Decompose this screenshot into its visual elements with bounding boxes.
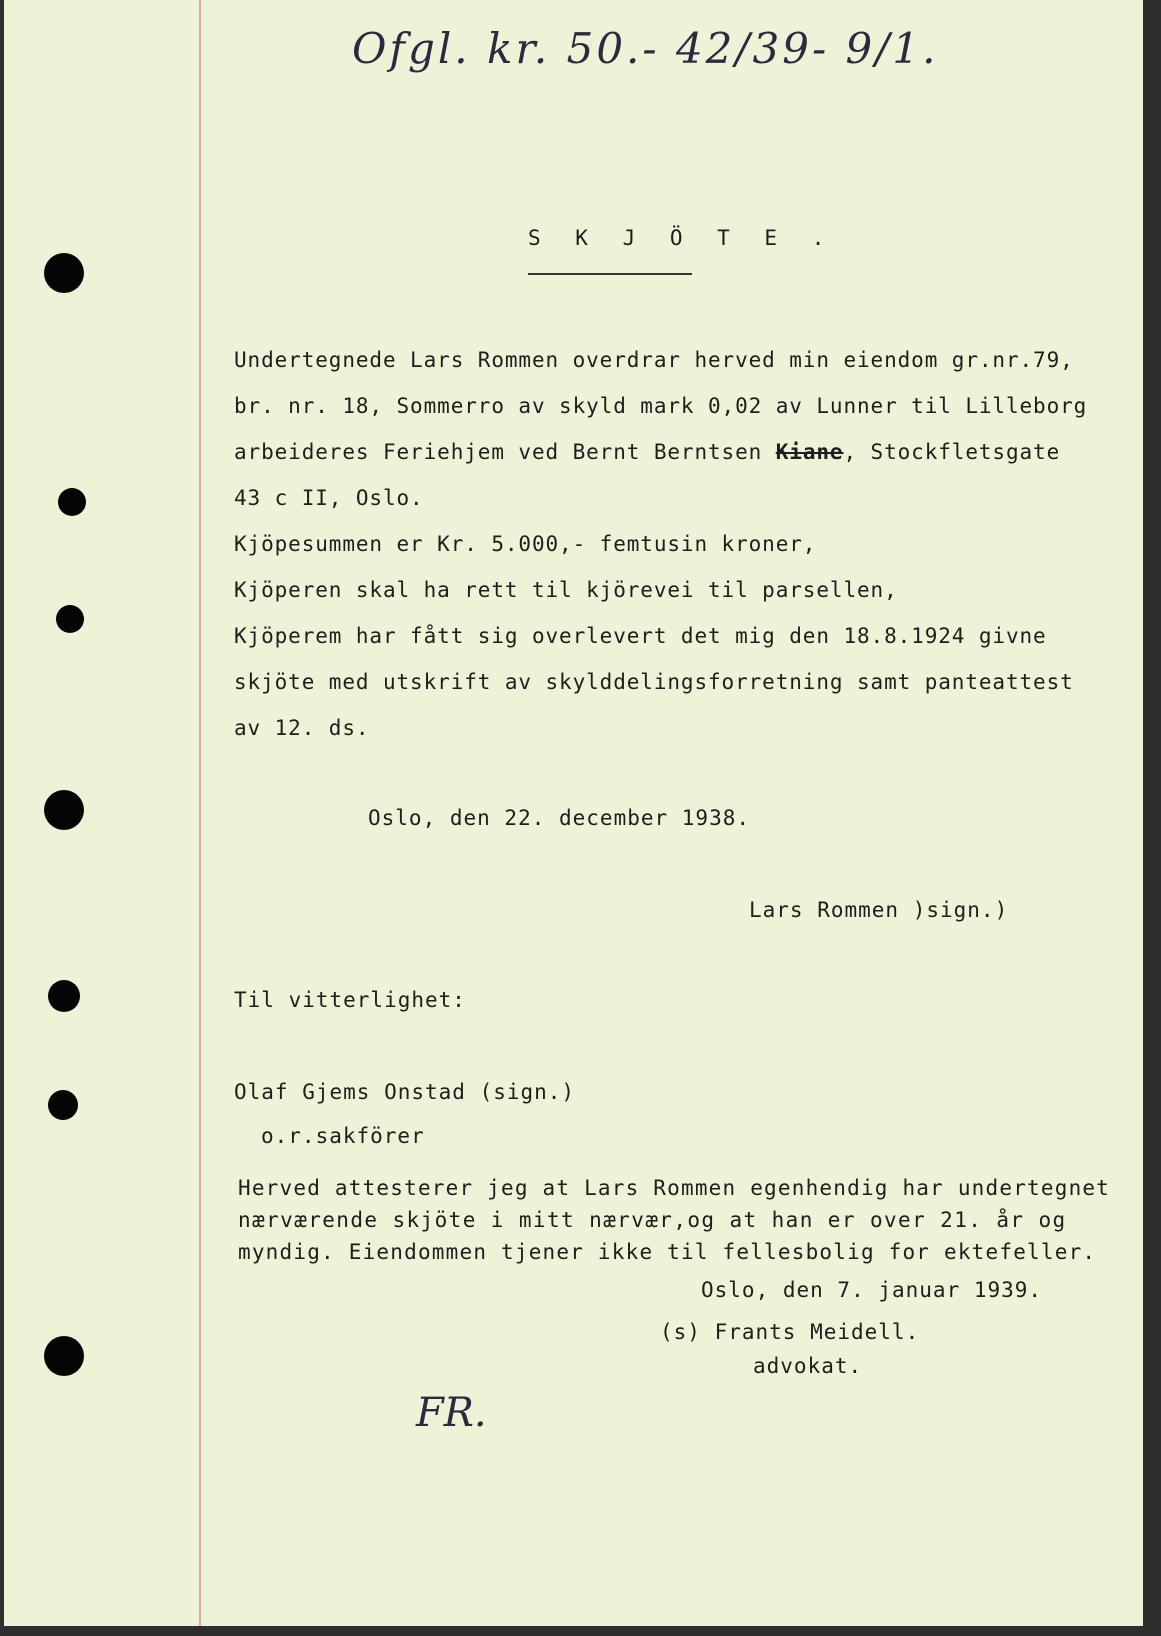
- punch-hole: [56, 605, 84, 633]
- attestation-signer: (s) Frants Meidell.: [660, 1320, 920, 1344]
- body-text: arbeideres Feriehjem ved Bernt Berntsen: [234, 440, 776, 464]
- scan-border-bottom: [0, 1626, 1161, 1636]
- punch-hole: [48, 980, 80, 1012]
- body-line: [234, 440, 1060, 464]
- punch-hole: [58, 488, 86, 516]
- punch-hole: [48, 1090, 78, 1120]
- body-line: Undertegnede Lars Rommen overdrar herved min eiendom gr.nr.79,: [234, 348, 1074, 372]
- body-text: , Stockfletsgate: [843, 440, 1061, 464]
- witness-title: o.r.sakförer: [261, 1124, 425, 1148]
- attestation-line: nærværende skjöte i mitt nærvær,og at han er over 21. år og: [238, 1208, 1067, 1232]
- body-line: skjöte med utskrift av skylddelingsforretning samt panteattest: [234, 670, 1074, 694]
- punch-hole: [44, 1336, 84, 1376]
- body-line: br. nr. 18, Sommerro av skyld mark 0,02 av Lunner til Lilleborg: [234, 394, 1088, 418]
- document-title: S K J Ö T E .: [528, 226, 836, 250]
- body-line: Kjöperen skal ha rett til kjörevei til parsellen,: [234, 578, 898, 602]
- witness-heading: Til vitterlighet:: [234, 988, 466, 1012]
- attestation-signer-title: advokat.: [753, 1354, 863, 1378]
- handwritten-annotation: Ofgl. kr. 50.- 42/39- 9/1.: [352, 24, 939, 73]
- handwritten-initials: FR.: [416, 1390, 487, 1436]
- attestation-date: Oslo, den 7. januar 1939.: [701, 1278, 1043, 1302]
- scan-border-right: [1143, 0, 1161, 1636]
- body-line: av 12. ds.: [234, 716, 370, 740]
- place-date: Oslo, den 22. december 1938.: [368, 806, 751, 830]
- attestation-line: Herved attesterer jeg at Lars Rommen egenhendig har undertegnet: [238, 1176, 1111, 1200]
- scan-border-left: [0, 0, 4, 1636]
- title-underline: [528, 273, 692, 275]
- body-line: Kjöperem har fått sig overlevert det mig den 18.8.1924 givne: [234, 624, 1047, 648]
- struck-word: Kiane: [775, 440, 844, 464]
- margin-line: [199, 0, 201, 1626]
- seller-signature: Lars Rommen )sign.): [749, 898, 1009, 922]
- punch-hole: [44, 253, 84, 293]
- punch-hole: [44, 790, 84, 830]
- witness-name: Olaf Gjems Onstad (sign.): [234, 1080, 576, 1104]
- attestation-line: myndig. Eiendommen tjener ikke til fellesbolig for ektefeller.: [238, 1240, 1097, 1264]
- body-line: Kjöpesummen er Kr. 5.000,- femtusin kroner,: [234, 532, 817, 556]
- body-line: 43 c II, Oslo.: [234, 486, 424, 510]
